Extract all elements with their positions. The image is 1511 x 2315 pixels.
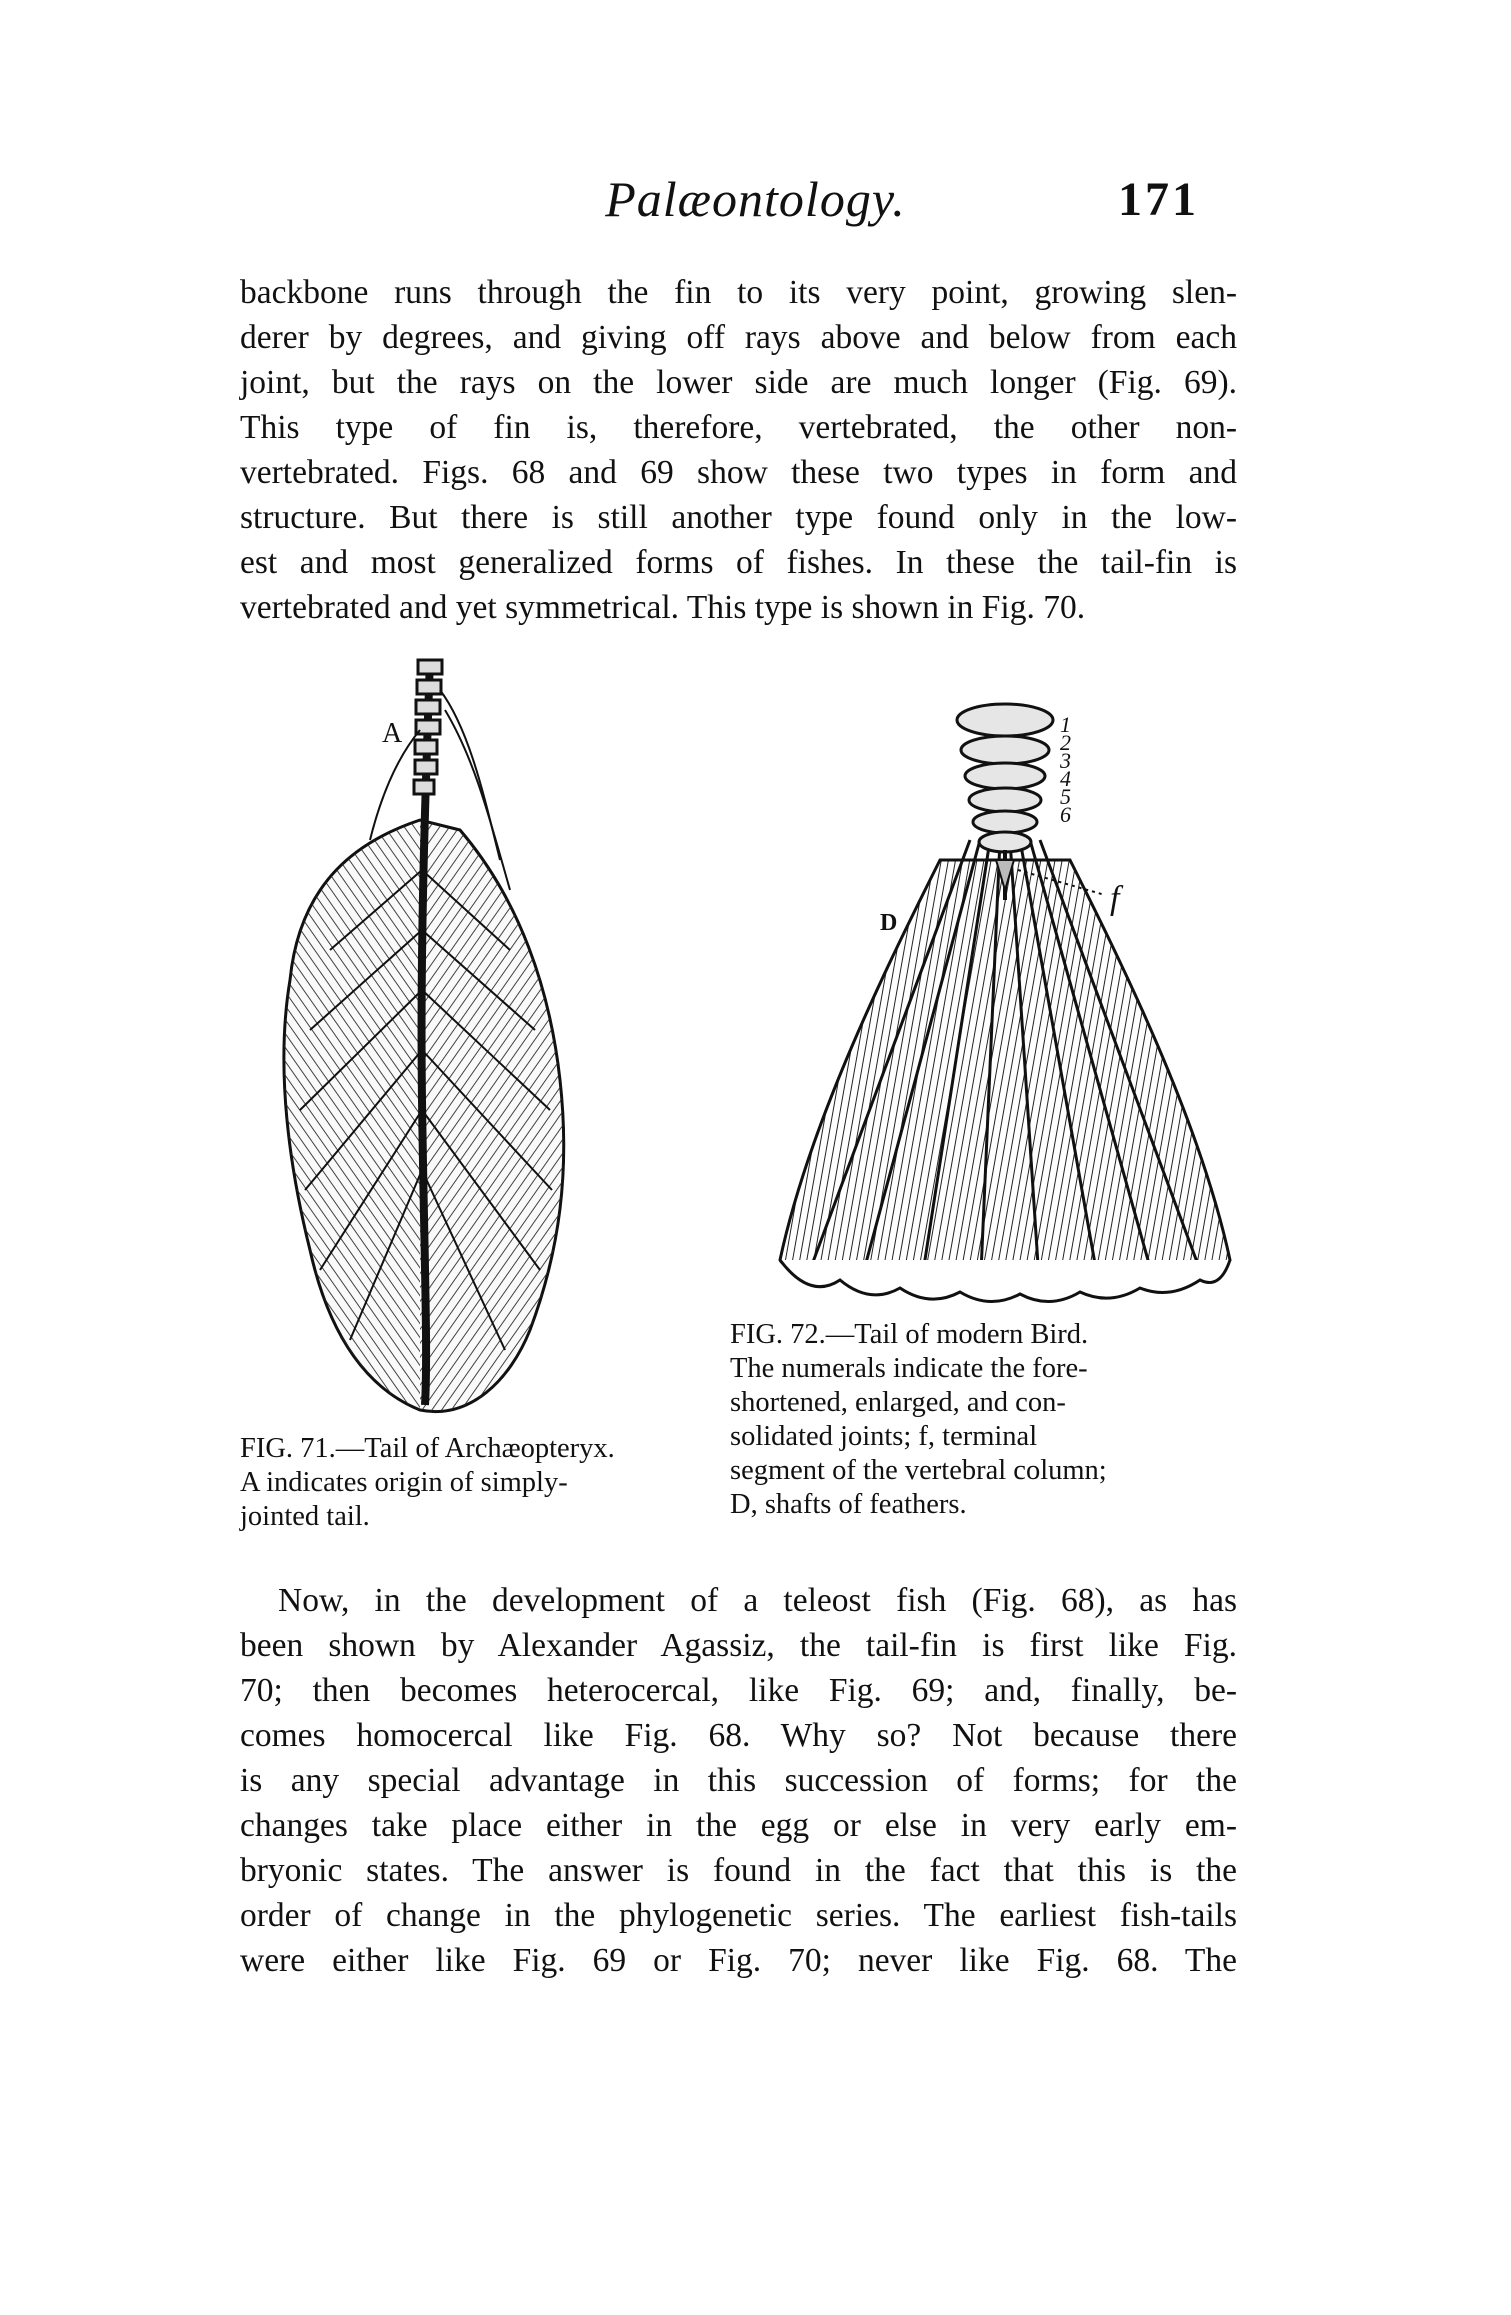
paragraph-2-line: changes take place either in the egg or else in very early em-	[240, 1807, 1237, 1844]
figure-72-caption	[730, 1318, 1210, 1522]
paragraph-1-line: est and most generalized forms of fishes. In these the tail-fin is	[240, 544, 1237, 581]
paragraph-2-line: order of change in the phylogenetic series. The earliest fish-tails	[240, 1897, 1237, 1934]
paragraph-2-line: 70; then becomes heterocercal, like Fig. 69; and, finally, be-	[240, 1672, 1237, 1709]
figure-72-modern-bird-tail	[770, 700, 1240, 1310]
figure-71-archaeopteryx-tail	[270, 650, 600, 1420]
running-header-title: Palæontology.	[605, 171, 906, 227]
paragraph-1-line: derer by degrees, and giving off rays above and below from each	[240, 319, 1237, 356]
figure-72-numerals	[1060, 712, 1071, 827]
figure-72-caption-line: The numerals indicate the fore-	[730, 1353, 1088, 1384]
paragraph-2	[240, 1578, 1237, 1983]
paragraph-2-line: bryonic states. The answer is found in the fact that this is the	[240, 1852, 1237, 1889]
numeral-2: 2	[1060, 730, 1071, 755]
paragraph-2-line: comes homocercal like Fig. 68. Why so? Not because there	[240, 1717, 1237, 1754]
figure-72-caption-line: FIG. 72.—Tail of modern Bird.	[730, 1319, 1089, 1350]
paragraph-2-line: is any special advantage in this succession of forms; for the	[240, 1762, 1237, 1799]
paragraph-1-line: This type of fin is, therefore, vertebrated, the other non-	[240, 409, 1237, 446]
figure-72-caption-line: segment of the vertebral column;	[730, 1455, 1107, 1486]
paragraph-2-line: Now, in the development of a teleost fish (Fig. 68), as has	[278, 1582, 1237, 1619]
figure-72-caption-line: D, shafts of feathers.	[730, 1489, 967, 1520]
figure-72-caption-line: solidated joints; f, terminal	[730, 1421, 1038, 1452]
paragraph-1-line: vertebrated. Figs. 68 and 69 show these two types in form and	[240, 454, 1237, 491]
figure-71-label-a: A	[382, 718, 403, 749]
numeral-6: 6	[1060, 802, 1071, 827]
paragraph-2-line: been shown by Alexander Agassiz, the tail-fin is first like Fig.	[240, 1627, 1237, 1664]
paragraph-1-line: backbone runs through the fin to its very point, growing slen-	[240, 274, 1237, 311]
numeral-4: 4	[1060, 766, 1071, 791]
figure-71-caption-line: A indicates origin of simply-	[240, 1467, 568, 1498]
paragraph-1-line: vertebrated and yet symmetrical. This type is shown in Fig. 70.	[240, 589, 1086, 626]
figure-72-label-f: f	[1110, 880, 1120, 917]
paragraph-1-line: joint, but the rays on the lower side are much longer (Fig. 69).	[240, 364, 1237, 401]
numeral-1: 1	[1060, 712, 1071, 737]
paragraph-2-line: were either like Fig. 69 or Fig. 70; never like Fig. 68. The	[240, 1942, 1237, 1979]
figure-71-caption	[240, 1432, 690, 1534]
numeral-3: 3	[1060, 748, 1071, 773]
bird-tail-illustration	[770, 700, 1240, 1310]
figure-72-label-d: D	[880, 910, 898, 936]
figure-71-caption-line: jointed tail.	[240, 1501, 370, 1532]
figure-72-caption-line: shortened, enlarged, and con-	[730, 1387, 1066, 1418]
archaeopteryx-tail-illustration	[270, 650, 600, 1420]
paragraph-1	[240, 270, 1237, 630]
numeral-5: 5	[1060, 784, 1071, 809]
page-number: 171	[1118, 173, 1199, 226]
paragraph-1-line: structure. But there is still another type found only in the low-	[240, 499, 1237, 536]
figure-71-caption-line: FIG. 71.—Tail of Archæopteryx.	[240, 1433, 615, 1464]
